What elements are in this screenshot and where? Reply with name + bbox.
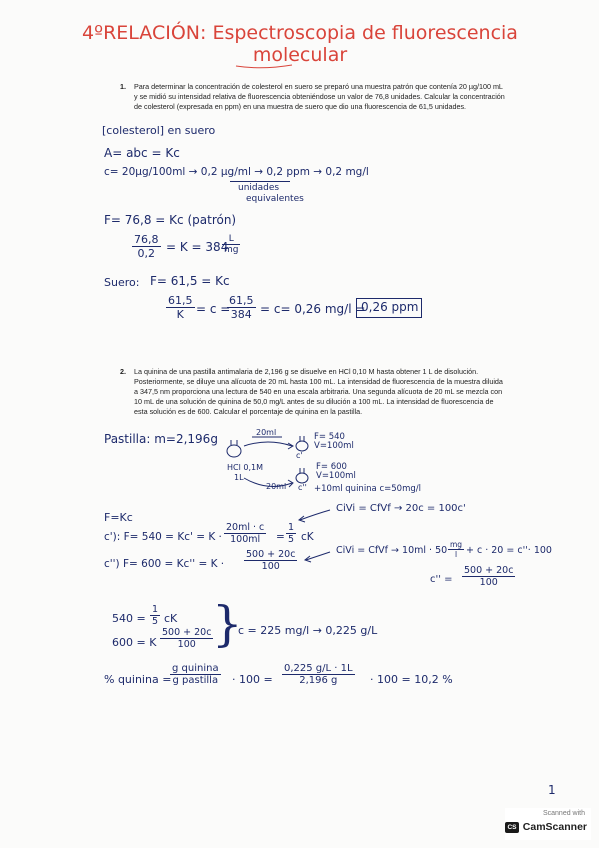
v100-label-b: V=100ml bbox=[316, 471, 356, 481]
unit-l-over-mg: $\frac{L}{mg}$ bbox=[224, 234, 239, 255]
answer-1: 0,26 ppm bbox=[361, 300, 419, 314]
c2-label: c'' bbox=[298, 483, 307, 492]
fraction-0-225-over-2-196: $\frac{0,225 g/L \cdot 1L}{2,196 g}$ bbox=[284, 663, 353, 686]
solution-1-eq5: F= 61,5 = Kc bbox=[150, 274, 230, 288]
problem-2-line: a 347,5 nm proporciona una lectura de 540 en una escala arbitraria. Una segunda alícuota de 20 mL se mezcla con bbox=[134, 387, 503, 396]
problem-2-line: La quinina de una pastilla antimalaria de 2,196 g se disuelve en HCl 0,10 M hasta obtener 1 L de disolución. bbox=[134, 367, 479, 376]
percentage-label: % quinina = bbox=[104, 673, 172, 686]
problem-2-line: Posteriormente, se diluye una alícuota de 20 mL hasta 100 mL. La intensidad de fluorescencia de la muestra diluida bbox=[134, 377, 503, 386]
suero-label: Suero: bbox=[104, 276, 140, 289]
solution-1-eq2: c= 20µg/100ml → 0,2 µg/ml → 0,2 ppm → 0,2 mg/l bbox=[104, 166, 369, 178]
f540-label: F= 540 bbox=[314, 432, 345, 442]
system-eq2-fraction: $\frac{500 + 20c}{100}$ bbox=[162, 627, 212, 650]
percentage-mid: · 100 = bbox=[232, 673, 273, 686]
aliquot-2-label: 20ml bbox=[266, 482, 287, 491]
quinina-added-label: +10ml quinina c=50mg/l bbox=[314, 484, 421, 494]
problem-2-number: 2. bbox=[120, 367, 126, 376]
system-result: c = 225 mg/l → 0,225 g/L bbox=[238, 624, 378, 637]
c2-definition: c'' = bbox=[430, 574, 453, 585]
fraction-g-quinina-over-g-pastilla: g quinina g pastilla bbox=[172, 663, 219, 686]
title-line1: 4ºRELACIÓN: Espectroscopia de fluorescencia bbox=[82, 22, 518, 44]
problem-1-line: de colesterol (expresada en ppm) en una muestra de suero que dio una fluorescencia de 61,5 unidades. bbox=[134, 102, 467, 111]
eq2-note1: unidades bbox=[238, 183, 280, 193]
page-number: 1 bbox=[548, 783, 556, 797]
c1-equation: c'): F= 540 = Kc' = K · bbox=[104, 531, 222, 543]
unit-mg-over-l: $\frac{mg}{l}$ bbox=[450, 540, 463, 559]
c1-label: c' bbox=[296, 451, 303, 460]
solution-1-eq4: = K = 384 bbox=[166, 240, 229, 254]
fraction-20ml-c-over-100ml: $\frac{20ml \cdot c}{100ml}$ bbox=[226, 522, 265, 545]
fraction-1-over-5: $\frac{1}{5}$ bbox=[288, 522, 295, 545]
pastilla-mass: Pastilla: m=2,196g bbox=[104, 432, 218, 446]
fraction-c2: $\frac{500 + 20c}{100}$ bbox=[464, 565, 514, 588]
problem-1-line: Para determinar la concentración de colesterol en suero se preparó una muestra patrón que contenía 20 µg/100 mL bbox=[134, 82, 503, 91]
solution-1-eq6-end: = c= 0,26 mg/l = bbox=[260, 302, 366, 316]
f600-label: F= 600 bbox=[316, 462, 347, 472]
hcl-label: HCl 0,1M bbox=[227, 463, 263, 472]
system-brace: } bbox=[212, 596, 243, 652]
title-line2: molecular bbox=[252, 44, 348, 66]
dilution-2-equation-end: + c · 20 = c''· 100 bbox=[466, 545, 552, 556]
dilution-2-equation: CiVi = CfVf → 10ml · 50 bbox=[336, 545, 448, 556]
problem-1-number: 1. bbox=[120, 82, 126, 91]
aliquot-1-label: 20ml bbox=[256, 428, 277, 437]
one-liter-label: 1L bbox=[234, 473, 244, 482]
eq2-note2: equivalentes bbox=[246, 194, 304, 204]
fraction-61-5-over-384: $\frac{61,5}{384}$ bbox=[229, 294, 254, 321]
system-eq1-left: 540 = bbox=[112, 612, 146, 625]
fraction-76-8-over-0-2: $\frac{76,8}{0,2}$ bbox=[134, 233, 159, 260]
solution-1-eq1: A= abc = Kc bbox=[104, 146, 180, 160]
f-equals-kc: F=Kc bbox=[104, 511, 133, 524]
solution-1-eq3: F= 76,8 = Kc (patrón) bbox=[104, 213, 237, 227]
dilution-1-equation: CiVi = CfVf → 20c = 100c' bbox=[336, 503, 466, 514]
camscanner-logo-icon: CS bbox=[505, 822, 519, 833]
system-eq1-right: cK bbox=[164, 612, 178, 625]
fraction-61-5-over-k: $\frac{61,5}{K}$ bbox=[168, 294, 193, 321]
scanned-with-text: Scanned with bbox=[542, 810, 585, 817]
camscanner-brand: CamScanner bbox=[522, 821, 587, 833]
problem-1-line: y se midió su intensidad relativa de fluorescencia obteniéndose un valor de 76,8 unidades. Calcular la concentración bbox=[134, 92, 505, 101]
problem-2-line: 10 mL de una solución de quinina de 50,0 mg/L antes de su dilución a 100 mL. La intensidad de fluorescencia de bbox=[134, 397, 494, 406]
problem-2-line: esta solución es de 600. Calcular el porcentaje de quinina en la pastilla. bbox=[134, 407, 363, 416]
solution-1-heading: [colesterol] en suero bbox=[102, 124, 216, 137]
fraction-500-20c-over-100: $\frac{500 + 20c}{100}$ bbox=[246, 549, 296, 572]
camscanner-watermark bbox=[505, 808, 591, 840]
c1-ck: cK bbox=[301, 531, 314, 543]
solution-1-eq6: = c = bbox=[196, 302, 231, 316]
c1-equals: = bbox=[276, 531, 285, 543]
system-eq1-fraction: $\frac{1}{5}$ bbox=[152, 604, 159, 627]
percentage-result: · 100 = 10,2 % bbox=[370, 673, 453, 686]
v100-label-a: V=100ml bbox=[314, 441, 354, 451]
system-eq2-left: 600 = K bbox=[112, 636, 157, 649]
c2-equation: c'') F= 600 = Kc'' = K · bbox=[104, 558, 225, 570]
